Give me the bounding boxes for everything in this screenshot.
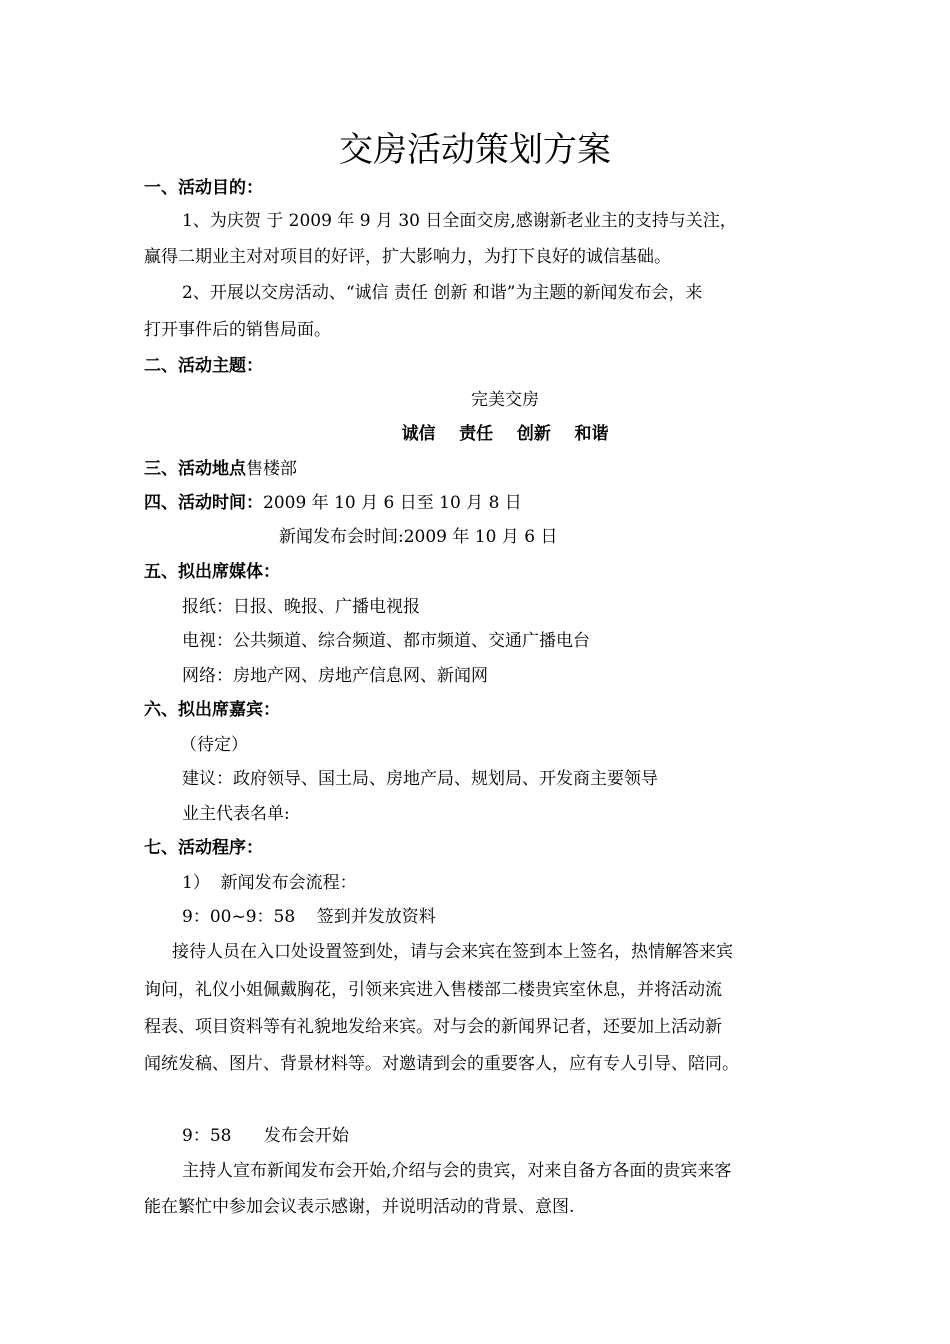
press-conference-time: 新闻发布会时间:2009 年 10 月 6 日 [279,527,558,547]
paragraph-line: 打开事件后的销售局面。 [144,320,331,340]
theme-line-2: 诚信 责任 创新 和谐 [401,424,609,444]
paragraph-line: 闻统发稿、图片、背景材料等。对邀请到会的重要客人，应有专人引导、陪同。 [144,1054,739,1074]
guest-item: 建议：政府领导、国土局、房地产局、规划局、开发商主要领导 [182,769,658,789]
paragraph-line: 2、开展以交房活动、“诚信 责任 创新 和谐”为主题的新闻发布会，来 [182,283,703,303]
paragraph-line: 赢得二期业主对对项目的好评，扩大影响力，为打下良好的诚信基础。 [144,247,671,267]
media-item: 网络：房地产网、房地产信息网、新闻网 [182,666,488,686]
schedule-time: 9：00~9：58 签到并发放资料 [182,907,436,927]
media-item: 报纸：日报、晚报、广播电视报 [182,597,420,617]
paragraph-line: 接待人员在入口处设置签到处，请与会来宾在签到本上签名，热情解答来宾 [172,942,733,962]
section-heading-time: 四、活动时间： [144,493,263,513]
program-subheading: 1） 新闻发布会流程： [182,873,357,893]
theme-line-1: 完美交房 [471,390,539,410]
schedule-time: 9：58 发布会开始 [182,1126,349,1146]
document-title: 交房活动策划方案 [339,130,611,170]
section-heading-guests: 六、拟出席嘉宾： [144,700,280,720]
section-heading-program: 七、活动程序： [144,838,263,858]
location-value: 售楼部 [246,459,297,479]
paragraph-line: 能在繁忙中参加会议表示感谢，并说明活动的背景、意图. [144,1197,575,1217]
section-heading-media: 五、拟出席媒体： [144,562,280,582]
section-time [144,492,522,514]
guest-item: （待定） [180,735,248,755]
time-value: 2009 年 10 月 6 日至 10 月 8 日 [263,493,522,513]
paragraph-line: 程表、项目资料等有礼貌地发给来宾。对与会的新闻界记者，还要加上活动新 [144,1017,722,1037]
media-item: 电视：公共频道、综合频道、都市频道、交通广播电台 [182,631,590,651]
section-heading-location: 三、活动地点 [144,459,246,479]
section-heading-theme: 二、活动主题： [144,356,263,376]
section-location [144,458,297,480]
paragraph-line: 1、为庆贺 于 2009 年 9 月 30 日全面交房,感谢新老业主的支持与关注， [182,211,737,231]
paragraph-line: 主持人宣布新闻发布会开始,介绍与会的贵宾，对来自备方各面的贵宾来客 [182,1161,732,1181]
section-heading-purpose: 一、活动目的： [144,178,263,198]
paragraph-line: 询问，礼仪小姐佩戴胸花，引领来宾进入售楼部二楼贵宾室休息，并将活动流 [144,980,722,1000]
guest-item: 业主代表名单: [182,804,290,824]
